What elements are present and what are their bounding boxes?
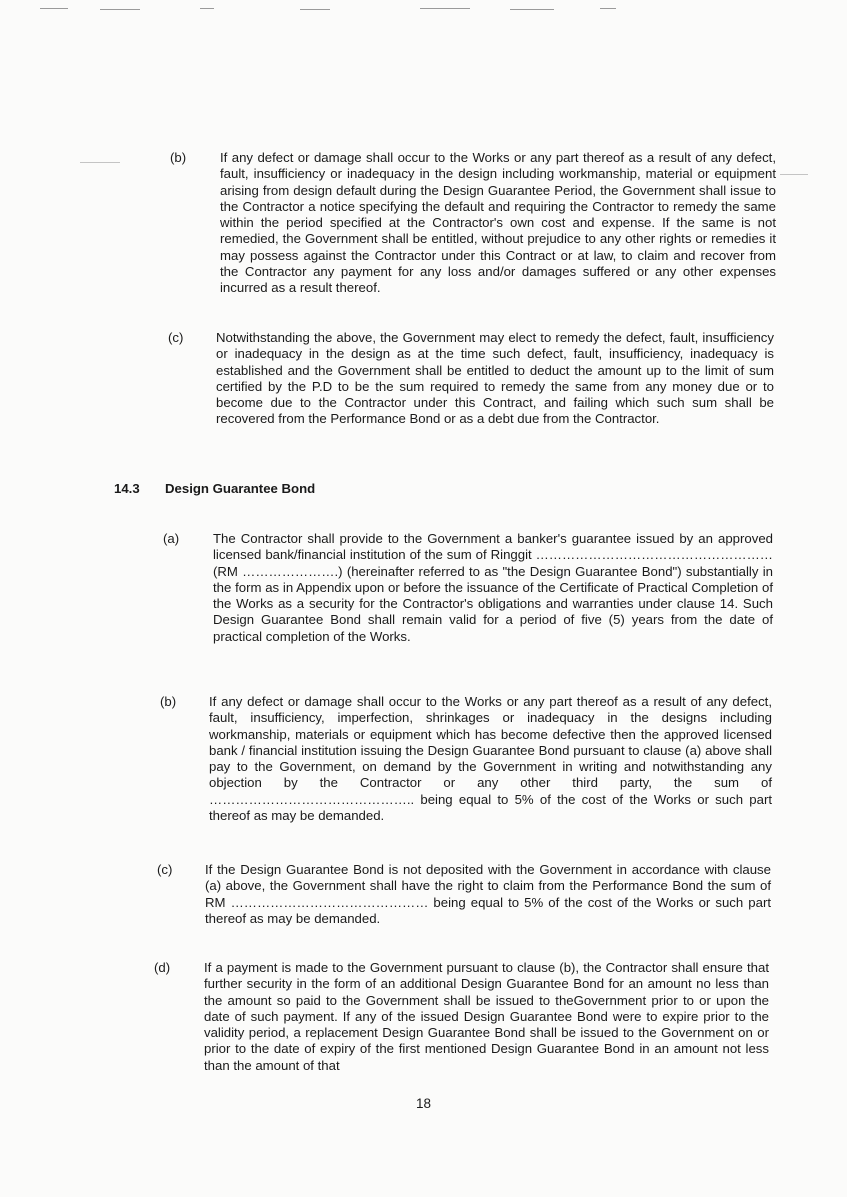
scan-speck — [80, 162, 120, 163]
clause-text: If any defect or damage shall occur to the Works or any part thereof as a result of any defect, fault, insufficiency or inadequacy in the design including workmanship, material or equipment arising from design default during the Design Guarantee Period, the Government shall issue to the Contractor a notice specifying the default and requiring the Contractor to remedy the same within the period specified at the Contractor's own cost and expense. If the same is not remedied, the Government shall be entitled, without prejudice to any other rights or remedies it may possess against the Contractor under this Contract or at law, to claim and recover from the Contractor any payment for any loss and/or damages suffered or any other expenses incurred as a result thereof. — [220, 150, 776, 296]
clause-text: If a payment is made to the Government pursuant to clause (b), the Contractor shall ensure that further security in the form of an additional Design Guarantee Bond for an amount no less than the amount so paid to the Government shall be issued to theGovernment prior to or upon the date of such payment. If any of the issued Design Guarantee Bond were to expire prior to the validity period, a replacement Design Guarantee Bond shall be issued to the Government on or prior to the date of expiry of the first mentioned Design Guarantee Bond in an amount not less than the amount of that — [204, 960, 769, 1073]
clause-marker: (d) — [154, 960, 171, 975]
clause-marker: (b) — [170, 150, 187, 165]
scan-speck — [600, 8, 616, 9]
clause-text: If the Design Guarantee Bond is not deposited with the Government in accordance with clause (a) above, the Government shall have the right to claim from the Performance Bond the sum of RM ……………………………………… being equal to 5% of the cost of the Works or such part thereof as may be demanded. — [205, 862, 771, 926]
clause-marker: (b) — [160, 694, 177, 709]
scan-speck — [200, 8, 214, 9]
scan-speck — [510, 9, 554, 10]
section-title: Design Guarantee Bond — [165, 481, 316, 496]
scan-speck — [300, 9, 330, 10]
clause-text: Notwithstanding the above, the Government may elect to remedy the defect, fault, insufficiency or inadequacy in the design as at the time such defect, fault, insufficiency, inadequacy is established and the Government shall be entitled to deduct the amount up to the limit of sum certified by the P.D to be the sum required to remedy the same from any money due or to become due to the Contractor under this Contract, and failing which such sum shall be recovered from the Performance Bond or as a debt due from the Contractor. — [216, 330, 774, 427]
clause-text: The Contractor shall provide to the Government a banker's guarantee issued by an approved licensed bank/financial institution of the sum of Ringgit ……………………………………………… (RM ………………….) (hereinafter referred to as "the Design Guarantee Bond") substantially in the form as in Appendix upon or before the issuance of the Certificate of Practical Completion of the Works as a security for the Contractor's obligations and warranties under clause 14. Such Design Guarantee Bond shall remain valid for a period of five (5) years from the date of practical completion of the Works. — [213, 531, 773, 644]
scan-speck — [420, 8, 470, 9]
scan-speck — [40, 8, 68, 9]
section-number: 14.3 — [114, 481, 140, 496]
page-number: 18 — [415, 1096, 432, 1111]
clause-text: If any defect or damage shall occur to the Works or any part thereof as a result of any defect, fault, insufficiency, imperfection, shrinkages or inadequacy in the designs including workmanship, materials or equipment which has become defective then the approved licensed bank / financial institution issuing the Design Guarantee Bond pursuant to clause (a) above shall pay to the Government, on demand by the Government in writing and notwithstanding any objection by the Contractor or any other third party, the sum of ……………………………………….. being equal to 5% of the cost of the Works or such part thereof as may be demanded. — [209, 694, 772, 824]
clause-marker: (a) — [163, 531, 180, 546]
clause-marker: (c) — [168, 330, 184, 345]
clause-marker: (c) — [157, 862, 173, 877]
scan-speck — [100, 9, 140, 10]
scan-speck — [780, 174, 808, 175]
